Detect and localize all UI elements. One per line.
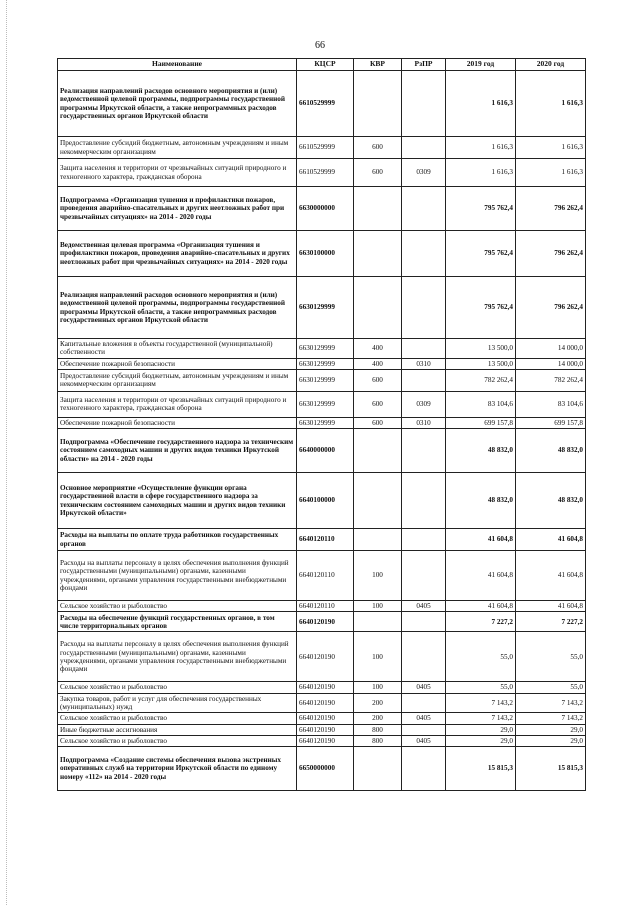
- cell-kvr: [354, 747, 402, 791]
- cell-rzpr: [402, 693, 446, 713]
- table-row: [58, 339, 586, 359]
- cell-rzpr: [402, 369, 446, 391]
- cell-2019: 1 616,3: [446, 159, 516, 187]
- cell-kcsr: 6640120110: [297, 529, 354, 551]
- cell-kvr: [354, 529, 402, 551]
- cell-2020: 29,0: [516, 735, 586, 746]
- cell-rzpr: 0405: [402, 713, 446, 724]
- cell-kvr: 100: [354, 551, 402, 601]
- table-row: [58, 417, 586, 428]
- cell-name: Сельское хозяйство и рыболовство: [58, 735, 297, 746]
- cell-rzpr: [402, 724, 446, 735]
- cell-kcsr: 6630129999: [297, 358, 354, 369]
- table-header-row: [58, 59, 586, 71]
- cell-kcsr: 6610529999: [297, 137, 354, 159]
- cell-2019: 83 104,6: [446, 391, 516, 417]
- cell-kvr: [354, 187, 402, 231]
- cell-name: Реализация направлений расходов основного мероприятия и (или) ведомственной целевой программы, подпрограммы государственной программы Иркутской области, а также непрограммных расходов государственных органов Иркутской области: [58, 277, 297, 339]
- table-row: [58, 473, 586, 529]
- table-row: [58, 137, 586, 159]
- cell-kcsr: 6640120190: [297, 632, 354, 682]
- cell-kcsr: 6640120190: [297, 735, 354, 746]
- cell-2020: 29,0: [516, 724, 586, 735]
- cell-name: Защита населения и территории от чрезвычайных ситуаций природного и техногенного характера, гражданская оборона: [58, 391, 297, 417]
- cell-rzpr: 0405: [402, 735, 446, 746]
- cell-2019: 13 500,0: [446, 339, 516, 359]
- cell-2019: 29,0: [446, 724, 516, 735]
- budget-table: [57, 58, 586, 791]
- table-row: [58, 429, 586, 473]
- cell-rzpr: 0310: [402, 358, 446, 369]
- table-row: [58, 724, 586, 735]
- cell-rzpr: 0310: [402, 417, 446, 428]
- cell-rzpr: [402, 612, 446, 632]
- table-row: [58, 187, 586, 231]
- cell-name: Подпрограмма «Обеспечение государственного надзора за техническим состоянием самоходных машин и других видов техники Иркутской области» на 2014 - 2020 годы: [58, 429, 297, 473]
- cell-kvr: [354, 231, 402, 277]
- cell-2020: 796 262,4: [516, 231, 586, 277]
- cell-2020: 1 616,3: [516, 71, 586, 137]
- cell-2020: 14 000,0: [516, 358, 586, 369]
- cell-kvr: 400: [354, 358, 402, 369]
- cell-kvr: 800: [354, 724, 402, 735]
- table-row: [58, 159, 586, 187]
- cell-kcsr: 6640120190: [297, 612, 354, 632]
- cell-2019: 1 616,3: [446, 71, 516, 137]
- cell-kvr: 100: [354, 632, 402, 682]
- cell-name: Сельское хозяйство и рыболовство: [58, 713, 297, 724]
- cell-2020: 55,0: [516, 632, 586, 682]
- table-row: [58, 277, 586, 339]
- cell-name: Основное мероприятие «Осуществление функции органа государственной власти в сфере государственного надзора за техническим состоянием самоходных машин и других видов техники Иркутской области»: [58, 473, 297, 529]
- cell-rzpr: [402, 529, 446, 551]
- cell-name: Реализация направлений расходов основного мероприятия и (или) ведомственной целевой программы, подпрограммы государственной программы Иркутской области, а также непрограммных расходов государственных органов Иркутской области: [58, 71, 297, 137]
- cell-kvr: [354, 473, 402, 529]
- cell-name: Расходы на выплаты персоналу в целях обеспечения выполнения функций государственными (муниципальными) органами, казенными учреждениями, органами управления государственными внебюджетными фондами: [58, 551, 297, 601]
- cell-name: Расходы на обеспечение функций государственных органов, в том числе территориальных органов: [58, 612, 297, 632]
- cell-rzpr: [402, 71, 446, 137]
- cell-rzpr: [402, 137, 446, 159]
- cell-2020: 41 604,8: [516, 601, 586, 612]
- cell-2020: 782 262,4: [516, 369, 586, 391]
- cell-name: Капитальные вложения в объекты государственной (муниципальной) собственности: [58, 339, 297, 359]
- cell-2020: 55,0: [516, 682, 586, 693]
- cell-kvr: 600: [354, 369, 402, 391]
- table-row: [58, 682, 586, 693]
- cell-2019: 48 832,0: [446, 429, 516, 473]
- table-row: [58, 612, 586, 632]
- table-row: [58, 71, 586, 137]
- cell-2019: 55,0: [446, 682, 516, 693]
- cell-2019: 795 762,4: [446, 187, 516, 231]
- cell-kcsr: 6630100000: [297, 231, 354, 277]
- cell-rzpr: [402, 339, 446, 359]
- cell-kvr: 600: [354, 159, 402, 187]
- cell-kvr: 100: [354, 682, 402, 693]
- table-row: [58, 632, 586, 682]
- cell-kvr: 600: [354, 137, 402, 159]
- table-row: [58, 358, 586, 369]
- cell-2020: 796 262,4: [516, 187, 586, 231]
- cell-2020: 83 104,6: [516, 391, 586, 417]
- cell-rzpr: [402, 429, 446, 473]
- cell-2019: 41 604,8: [446, 601, 516, 612]
- cell-kcsr: 6630129999: [297, 417, 354, 428]
- header-name: Наименование: [58, 59, 297, 71]
- cell-kcsr: 6630129999: [297, 339, 354, 359]
- table-row: [58, 391, 586, 417]
- cell-kvr: 600: [354, 391, 402, 417]
- cell-rzpr: [402, 187, 446, 231]
- cell-name: Подпрограмма «Организация тушения и профилактики пожаров, проведения аварийно-спасательных и других неотложных работ при чрезвычайных ситуациях» на 2014 - 2020 годы: [58, 187, 297, 231]
- table-row: [58, 735, 586, 746]
- table-row: [58, 601, 586, 612]
- table-row: [58, 747, 586, 791]
- cell-name: Подпрограмма «Создание системы обеспечения вызова экстренных оперативных служб на территории Иркутской области по единому номеру «112» на 2014 - 2020 годы: [58, 747, 297, 791]
- cell-name: Обеспечение пожарной безопасности: [58, 358, 297, 369]
- cell-2019: 29,0: [446, 735, 516, 746]
- cell-2020: 41 604,8: [516, 529, 586, 551]
- cell-kvr: 800: [354, 735, 402, 746]
- cell-name: Сельское хозяйство и рыболовство: [58, 601, 297, 612]
- table-row: [58, 231, 586, 277]
- cell-rzpr: [402, 632, 446, 682]
- cell-2019: 48 832,0: [446, 473, 516, 529]
- cell-name: Иные бюджетные ассигнования: [58, 724, 297, 735]
- cell-kcsr: 6630129999: [297, 369, 354, 391]
- cell-name: Сельское хозяйство и рыболовство: [58, 682, 297, 693]
- cell-rzpr: [402, 551, 446, 601]
- table-row: [58, 551, 586, 601]
- table-row: [58, 529, 586, 551]
- header-rzpr: РзПР: [402, 59, 446, 71]
- cell-2019: 15 815,3: [446, 747, 516, 791]
- cell-2019: 795 762,4: [446, 277, 516, 339]
- cell-2020: 1 616,3: [516, 159, 586, 187]
- cell-rzpr: [402, 231, 446, 277]
- table-row: [58, 693, 586, 713]
- page-number: 66: [315, 40, 325, 51]
- cell-kcsr: 6640120190: [297, 693, 354, 713]
- cell-2020: 7 227,2: [516, 612, 586, 632]
- cell-name: Предоставление субсидий бюджетным, автономным учреждениям и иным некоммерческим организациям: [58, 369, 297, 391]
- cell-name: Расходы на выплаты персоналу в целях обеспечения выполнения функций государственными (муниципальными) органами, казенными учреждениями, органами управления государственными внебюджетными фондами: [58, 632, 297, 682]
- cell-2020: 796 262,4: [516, 277, 586, 339]
- header-kvr: КВР: [354, 59, 402, 71]
- cell-2020: 48 832,0: [516, 429, 586, 473]
- cell-rzpr: 0405: [402, 601, 446, 612]
- cell-2019: 41 604,8: [446, 551, 516, 601]
- cell-2019: 795 762,4: [446, 231, 516, 277]
- cell-kcsr: 6650000000: [297, 747, 354, 791]
- cell-name: Расходы на выплаты по оплате труда работников государственных органов: [58, 529, 297, 551]
- cell-kcsr: 6640120190: [297, 713, 354, 724]
- cell-kcsr: 6640120190: [297, 682, 354, 693]
- cell-kvr: 600: [354, 417, 402, 428]
- cell-2019: 13 500,0: [446, 358, 516, 369]
- cell-name: Предоставление субсидий бюджетным, автономным учреждениям и иным некоммерческим организациям: [58, 137, 297, 159]
- header-kcsr: КЦСР: [297, 59, 354, 71]
- cell-rzpr: [402, 747, 446, 791]
- cell-2020: 7 143,2: [516, 713, 586, 724]
- cell-2020: 14 000,0: [516, 339, 586, 359]
- cell-kvr: 200: [354, 693, 402, 713]
- cell-rzpr: 0309: [402, 159, 446, 187]
- cell-name: Обеспечение пожарной безопасности: [58, 417, 297, 428]
- cell-kcsr: 6630129999: [297, 277, 354, 339]
- cell-kcsr: 6640120110: [297, 551, 354, 601]
- cell-kvr: [354, 71, 402, 137]
- cell-kcsr: 6610529999: [297, 159, 354, 187]
- header-2019: 2019 год: [446, 59, 516, 71]
- cell-kcsr: 6640120110: [297, 601, 354, 612]
- cell-2019: 7 143,2: [446, 713, 516, 724]
- cell-name: Защита населения и территории от чрезвычайных ситуаций природного и техногенного характера, гражданская оборона: [58, 159, 297, 187]
- cell-kvr: [354, 429, 402, 473]
- cell-2020: 48 832,0: [516, 473, 586, 529]
- cell-kvr: [354, 277, 402, 339]
- header-2020: 2020 год: [516, 59, 586, 71]
- cell-kcsr: 6630129999: [297, 391, 354, 417]
- cell-2019: 55,0: [446, 632, 516, 682]
- cell-name: Ведомственная целевая программа «Организация тушения и профилактики пожаров, проведения аварийно-спасательных и других неотложных работ при чрезвычайных ситуациях» на 2014 - 2020 годы: [58, 231, 297, 277]
- cell-kcsr: 6640120190: [297, 724, 354, 735]
- cell-rzpr: 0405: [402, 682, 446, 693]
- cell-kcsr: 6630000000: [297, 187, 354, 231]
- cell-2019: 41 604,8: [446, 529, 516, 551]
- cell-2020: 7 143,2: [516, 693, 586, 713]
- cell-2020: 699 157,8: [516, 417, 586, 428]
- cell-2020: 41 604,8: [516, 551, 586, 601]
- cell-rzpr: [402, 277, 446, 339]
- cell-name: Закупка товаров, работ и услуг для обеспечения государственных (муниципальных) нужд: [58, 693, 297, 713]
- scan-margin: [0, 0, 7, 905]
- cell-kvr: [354, 612, 402, 632]
- cell-rzpr: 0309: [402, 391, 446, 417]
- cell-2020: 1 616,3: [516, 137, 586, 159]
- cell-2020: 15 815,3: [516, 747, 586, 791]
- cell-kvr: 100: [354, 601, 402, 612]
- cell-rzpr: [402, 473, 446, 529]
- cell-kcsr: 6640000000: [297, 429, 354, 473]
- cell-2019: 699 157,8: [446, 417, 516, 428]
- cell-2019: 7 227,2: [446, 612, 516, 632]
- cell-2019: 782 262,4: [446, 369, 516, 391]
- cell-2019: 7 143,2: [446, 693, 516, 713]
- table-row: [58, 713, 586, 724]
- table-row: [58, 369, 586, 391]
- cell-kcsr: 6640100000: [297, 473, 354, 529]
- cell-kcsr: 6610529999: [297, 71, 354, 137]
- cell-kvr: 400: [354, 339, 402, 359]
- cell-2019: 1 616,3: [446, 137, 516, 159]
- cell-kvr: 200: [354, 713, 402, 724]
